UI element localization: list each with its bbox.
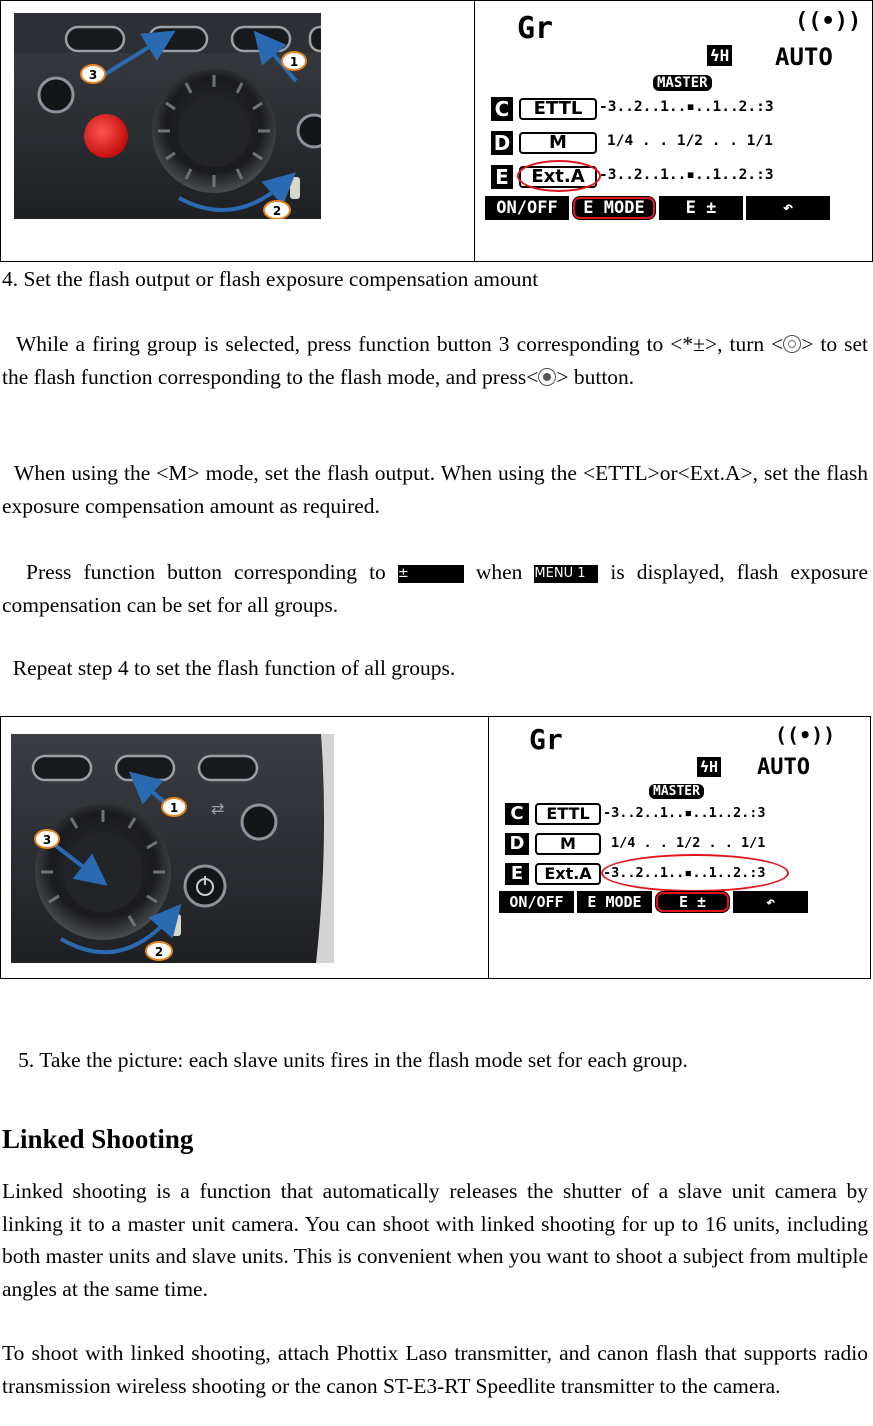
highlight-ring — [601, 854, 789, 892]
group-letter: D — [491, 131, 513, 155]
softkey-bar — [485, 196, 830, 220]
step4-paragraph-1 — [2, 328, 868, 393]
linked-paragraph-1: Linked shooting is a function that automatically releases the shutter of a slave unit camera by linking it to a master unit camera. You can shoot with linked shooting for up to 16 units, including both master units and slave units. This is convenient when you want to shoot a subject from multiple angles at the same time. — [2, 1179, 868, 1301]
group-mode: ETTL — [519, 98, 597, 120]
text-run: Repeat step 4 to set the flash function of all groups. — [12, 656, 456, 680]
text-run: > button. — [556, 364, 635, 389]
softkey-e-mode[interactable]: E MODE — [572, 196, 656, 220]
callout-badge — [35, 830, 59, 848]
highlight-ring — [517, 160, 601, 192]
flash-unit-illustration — [11, 734, 334, 963]
lcd-screen — [499, 723, 836, 923]
group-letter: C — [491, 97, 513, 121]
callout-label: 3 — [42, 833, 52, 847]
table-divider — [474, 1, 475, 261]
hss-icon: ϟH — [707, 45, 732, 66]
group-mode: ETTL — [535, 803, 601, 825]
group-letter: E — [505, 863, 529, 885]
e-comp-softkey-icon: ± — [398, 565, 464, 583]
hss-icon: ϟH — [697, 757, 721, 777]
group-mode: M — [519, 132, 597, 154]
master-badge: MASTER — [649, 784, 704, 799]
callout-badge — [146, 942, 172, 960]
softkey-bar — [499, 891, 808, 913]
svg-text:⇄: ⇄ — [211, 799, 225, 818]
callout-label: 2 — [272, 204, 282, 218]
group-mode: Ext.A — [535, 863, 601, 885]
step5-text — [2, 1044, 868, 1077]
antenna-icon: ((•)) — [795, 9, 862, 34]
text-run: When using the <M> mode, set the flash output. When using the <ETTL>or<Ext.A>, set the flash exposure compensation amount as required. — [2, 461, 868, 518]
softkey-e-comp[interactable]: E ± — [655, 891, 730, 913]
callout-label: 1 — [289, 55, 299, 69]
lcd-mode-auto: AUTO — [757, 755, 810, 780]
group-letter: D — [505, 833, 529, 855]
master-badge: MASTER — [653, 75, 712, 91]
lcd-title: Gr — [529, 723, 563, 756]
dial-icon — [783, 335, 801, 353]
softkey-onoff[interactable]: ON/OFF — [485, 196, 569, 220]
group-letter: E — [491, 165, 513, 189]
flash-controls-photo — [14, 13, 321, 219]
lcd-screen — [485, 9, 862, 229]
lcd-title: Gr — [517, 11, 554, 46]
group-mode: Ext.A — [519, 166, 597, 188]
step4-paragraph-2 — [2, 457, 868, 522]
group-scale: 1/4 . . 1/2 . . 1/1 — [607, 133, 773, 149]
group-scale: 1/4 . . 1/2 . . 1/1 — [611, 835, 766, 851]
antenna-icon: ((•)) — [775, 723, 836, 747]
text-run: > to set the flash function corresponding to the flash mode, and press< — [2, 332, 868, 389]
text-run: 5. Take the picture: each slave units fires in the flash mode set for each group. — [18, 1048, 688, 1072]
figure-table-2 — [0, 716, 871, 979]
callout-badge — [282, 52, 306, 70]
softkey-e-mode[interactable]: E MODE — [577, 891, 652, 913]
lcd-mode-auto: AUTO — [775, 43, 833, 71]
figure-table-1 — [0, 0, 873, 262]
callout-label: 3 — [88, 68, 98, 82]
text-run: when — [463, 560, 535, 584]
callout-badge — [81, 65, 105, 83]
callout-label: 2 — [154, 945, 164, 959]
softkey-onoff[interactable]: ON/OFF — [499, 891, 574, 913]
group-scale: -3..2..1..▪..1..2.:3 — [603, 805, 766, 821]
group-scale: -3..2..1..▪..1..2.:3 — [599, 167, 774, 183]
group-scale: -3..2..1..▪..1..2.:3 — [603, 865, 766, 881]
step4-paragraph-4 — [2, 652, 868, 685]
flash-controls-photo — [11, 734, 334, 963]
group-scale: -3..2..1..▪..1..2.:3 — [599, 99, 774, 115]
group-mode: M — [535, 833, 601, 855]
callout-badge — [264, 201, 290, 219]
text-run: While a firing group is selected, press function button 3 corresponding to <*±>, turn < — [16, 332, 784, 356]
set-button-icon — [538, 368, 556, 386]
text-run: is displayed, flash exposure compensation can be set for all groups. — [2, 560, 868, 617]
softkey-e-comp[interactable]: E ± — [659, 196, 743, 220]
group-letter: C — [505, 803, 529, 825]
text-run: Press function button corresponding to — [26, 560, 398, 584]
softkey-back[interactable]: ↶ — [733, 891, 808, 913]
step4-paragraph-3 — [2, 556, 868, 621]
softkey-back[interactable]: ↶ — [746, 196, 830, 220]
flash-unit-illustration — [14, 13, 321, 219]
callout-badge — [162, 798, 186, 816]
callout-label: 1 — [169, 801, 179, 815]
linked-paragraph-2: To shoot with linked shooting, attach Phottix Laso transmitter, and canon flash that supports radio transmission wireless shooting or the canon ST-E3-RT Speedlite transmitter to the camera. — [2, 1341, 868, 1398]
table-divider — [488, 717, 489, 978]
menu1-softkey-icon: MENU 1 — [534, 565, 598, 583]
section-heading: Linked Shooting — [2, 1124, 194, 1154]
step4-title: 4. Set the flash output or flash exposure compensation amount — [2, 267, 539, 291]
